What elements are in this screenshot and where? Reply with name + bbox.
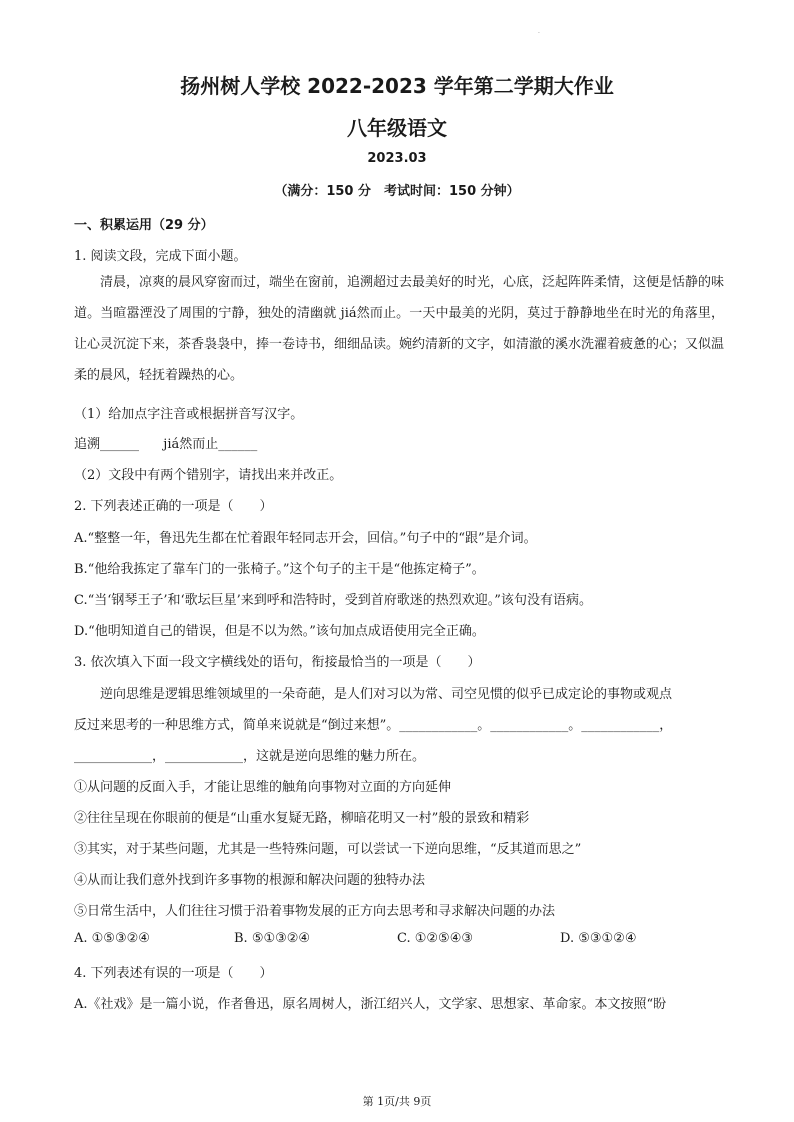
q2-option-c: C.“当‘钢琴王子’和‘歌坛巨星’来到呼和浩特时，受到首府歌迷的热烈欢迎。”该句没有语病。: [74, 593, 592, 608]
q2-option-a: A.“整整一年，鲁迅先生都在忙着跟年轻同志开会，回信。”句子中的“跟”是介词。: [74, 531, 537, 546]
q1-sub1-item-b: jiá然而止______: [163, 437, 258, 452]
q3-statement-3: ③其实，对于某些问题，尤其是一些特殊问题，可以尝试一下逆向思维，“反其道而思之”: [74, 842, 582, 857]
q3-choice-c: C. ①②⑤④③: [397, 931, 474, 946]
q1-stem: 1. 阅读文段，完成下面小题。: [74, 249, 247, 264]
q3-choice-b: B. ⑤①③②④: [234, 931, 311, 946]
q3-choice-d: D. ⑤③①②④: [560, 931, 637, 946]
section-heading: 一、积累运用（29 分）: [74, 218, 214, 233]
q1-sub1-item-a: 追溯______: [74, 437, 140, 452]
exam-info: （满分：150 分 考试时间：150 分钟）: [274, 184, 520, 199]
q3-statement-4: ④从而让我们意外找到许多事物的根源和解决问题的独特办法: [74, 873, 426, 888]
q1-sub1-items: [74, 433, 724, 452]
q3-statement-5: ⑤日常生活中，人们往往习惯于沿着事物发展的正方向去思考和寻求解决问题的办法: [74, 904, 556, 919]
q1-sub1: （1）给加点字注音或根据拼音写汉字。: [74, 407, 304, 422]
q3-passage-line2: 反过来思考的一种思维方式，简单来说就是“倒过来想”。____________。____________。____________，: [74, 718, 673, 733]
q2-option-d: D.“他明知道自己的错误，但是不以为然。”该句加点成语使用完全正确。: [74, 624, 485, 639]
q3-choice-a: A. ①⑤③②④: [74, 931, 150, 946]
q3-statement-1: ①从问题的反面入手，才能让思维的触角向事物对立面的方向延伸: [74, 780, 452, 795]
q2-stem: 2. 下列表述正确的一项是（ ）: [74, 499, 273, 514]
document-date: 2023.03: [367, 151, 427, 166]
document-subtitle: 八年级语文: [347, 116, 447, 140]
q2-option-b: B.“他给我拣定了靠车门的一张椅子。”这个句子的主干是“他拣定椅子”。: [74, 562, 485, 577]
q3-passage-line3: ____________，____________，这就是逆向思维的魅力所在。: [74, 749, 426, 764]
document-title: 扬州树人学校 2022-2023 学年第二学期大作业: [180, 74, 614, 98]
page-number: 第 1页/共 9页: [362, 1095, 432, 1108]
q3-passage-line1: 逆向思维是逻辑思维领域里的一朵奇葩，是人们对习以为常、司空见惯的似乎已成定论的事物或观点: [100, 687, 673, 702]
q4-stem: 4. 下列表述有误的一项是（ ）: [74, 966, 273, 981]
q3-choices: [74, 931, 724, 946]
scan-dot: ·: [538, 30, 540, 37]
q3-stem: 3. 依次填入下面一段文字横线处的语句，衔接最恰当的一项是（ ）: [74, 655, 481, 670]
q3-statement-2: ②往往呈现在你眼前的便是“山重水复疑无路，柳暗花明又一村”般的景致和精彩: [74, 811, 530, 826]
q1-passage: 清晨，凉爽的晨风穿窗而过，端坐在窗前，追溯超过去最美好的时光，心底，泛起阵阵柔情，这便是恬静的味道。当暄嚣湮没了周围的宁静，独处的清幽就 jiá然而止。一天中最美的光阴，莫过于静静地坐在时光的角落里，让心灵沉淀下来，茶香袅袅中，捧一卷诗书，细细品读。婉约清新的文字，如清澈的溪水洗濯着疲惫的心；又似温柔的晨风，轻抚着躁热的心。: [74, 275, 725, 383]
q4-option-a: A.《社戏》是一篇小说，作者鲁迅，原名周树人，浙江绍兴人，文学家、思想家、革命家。本文按照“盼: [74, 997, 667, 1012]
q1-sub2: （2）文段中有两个错别字，请找出来并改正。: [74, 468, 343, 483]
